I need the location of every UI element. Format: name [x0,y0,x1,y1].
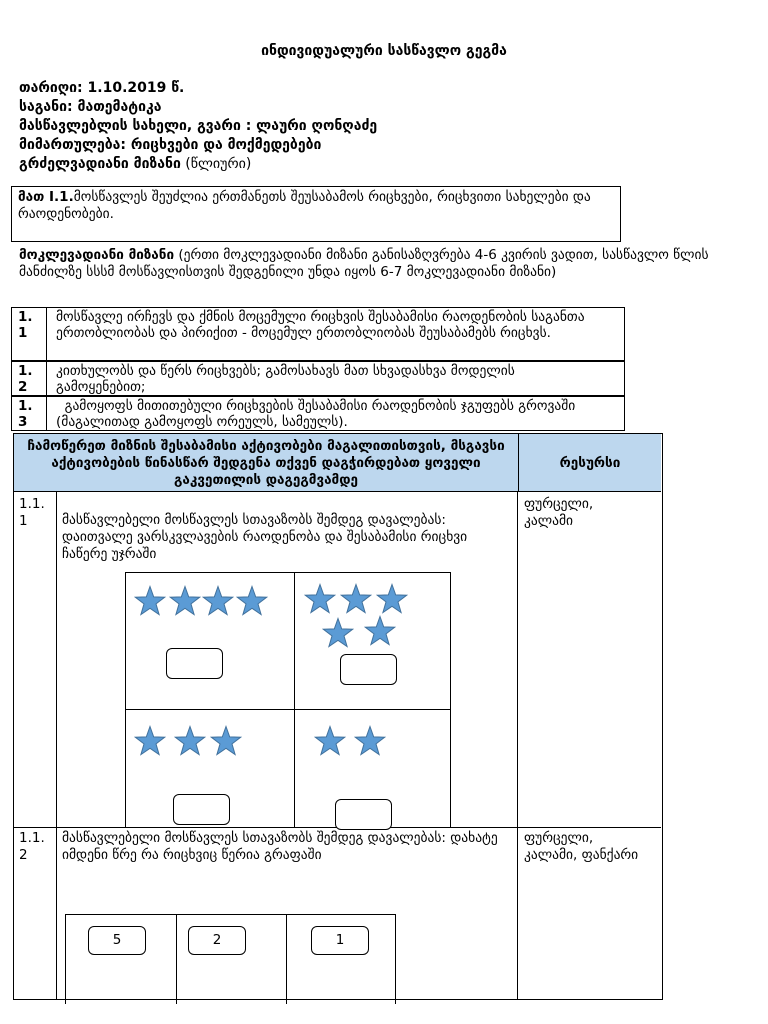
subject-line: საგანი: მათემატიკა [19,99,162,115]
answer-box[interactable] [335,799,392,830]
objective-text: გამოყოფს მითითებული რიცხვების შესაბამისი რაოდენობის ჯგუფებს გროვაში (მაგალითად გამოყოფს ორეულს, სამეულს). [56,398,580,430]
objective-text: კითხულობს და წერს რიცხვებს; გამოსახავს მათ სხვადასხვა მოდელის გამოყენებით; [56,363,567,395]
answer-box[interactable] [340,654,397,685]
short-goal [19,247,719,281]
objective-row [11,396,625,431]
activity-number: 1.1. 2 [19,830,45,863]
standard-goal-code: მათ I.1. [18,189,74,205]
star-icon [354,725,386,757]
objective-number: 1. 2 [18,363,33,395]
standard-goal-box [11,186,621,242]
star-icon [174,725,206,757]
objective-text: მოსწავლე ირჩევს და ქმნის მოცემული რიცხვის შესაბამისი რაოდენობის საგანთა ერთობლიობას და პირიქით - მოცემულ ერთობლიობას შეუსაბამებს რიცხვს. [56,309,585,341]
star-icon [314,725,346,757]
star-icon [169,585,201,617]
star-icon [376,583,408,615]
long-goal-note: (წლიური) [185,156,252,172]
number-drawing-grid [65,914,396,1004]
objective-number: 1. 1 [18,309,33,341]
objective-number: 1. 3 [18,398,33,430]
activity-text: მასწავლებელი მოსწავლეს სთავაზობს შემდეგ დავალებას: დაითვალე ვარსკვლავების რაოდენობა და შესაბამისი რიცხვი ჩაწერე უჯრაში [62,512,468,562]
activity-resource: ფურცელი, კალამი, ფანქარი [524,830,639,863]
number-box: 2 [188,926,246,955]
page-title: ინდივიდუალური სასწავლო გეგმა [261,43,507,59]
star-icon [340,583,372,615]
number-box: 1 [311,926,369,955]
short-goal-text: (ერთი მოკლევადიანი მიზანი განისაზღვრება 4-6 კვირის ვადით, სასწავლო წლის მანძილზე სსსმ მოსწავლისთვის შედგენილი უნდა იყოს 6-7 მოკლევადიანი მიზანი) [19,247,709,280]
star-counting-grid [125,572,451,828]
star-icon [364,615,396,647]
meta-block [19,79,377,174]
star-icon [134,725,166,757]
number-box: 5 [88,926,146,955]
teacher-line: მასწავლებლის სახელი, გვარი : ლაური ღონღაძე [19,118,378,134]
objective-row [11,307,625,361]
objective-row [11,361,625,396]
star-icon [210,725,242,757]
activities-header: ჩამოწერეთ მიზნის შესაბამისი აქტივობები მაგალითისთვის, მსგავსი აქტივობების წინასწარ შედგენა თქვენ დაგჭირდებათ ყოველი გაკვეთილის დაგეგმვამდე [14,434,519,492]
date-line: თარიღი: 1.10.2019 წ. [19,80,185,96]
long-goal-label: გრძელვადიანი მიზანი [19,156,181,172]
activities-table [13,433,663,1000]
star-icon [134,585,166,617]
activity-number: 1.1. 1 [19,496,45,529]
resource-header: რესურსი [519,434,661,492]
answer-box[interactable] [166,648,223,679]
short-goal-label: მოკლევადიანი მიზანი [19,247,175,263]
star-icon [202,585,234,617]
long-goal-line [19,155,377,174]
answer-box[interactable] [173,794,230,825]
standard-goal-description: მოსწავლეს შეუძლია ერთმანეთს შეუსაბამოს რიცხვები, რიცხვითი სახელები და რაოდენობები. [18,189,591,222]
star-icon [322,617,354,649]
activity-resource: ფურცელი, კალამი [524,496,594,529]
direction-line: მიმართულება: რიცხვები და მოქმედებები [19,137,322,153]
standard-goal-text [18,189,614,223]
star-icon [304,583,336,615]
activity-text: მასწავლებელი მოსწავლეს სთავაზობს შემდეგ დავალებას: დახატე იმდენი წრე რა რიცხვიც წერია გრაფაში [62,830,498,863]
star-icon [236,585,268,617]
